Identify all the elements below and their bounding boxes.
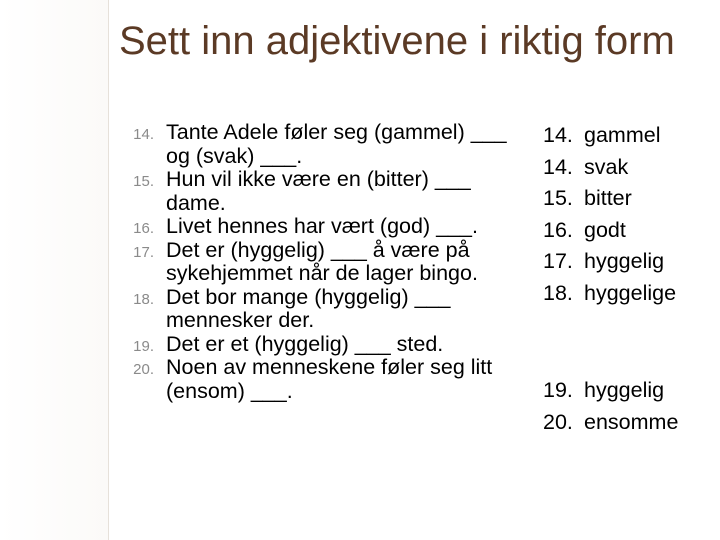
answer-number: 18. [543, 280, 573, 305]
answer-item [543, 120, 718, 152]
answer-number: 19. [543, 378, 573, 402]
answer-item [543, 246, 718, 278]
answer-text: godt [584, 217, 626, 242]
exercise-item [0, 121, 516, 168]
exercise-number: 20. [133, 361, 154, 378]
answer-item [543, 215, 718, 247]
answer-text: ensomme [584, 409, 679, 434]
answer-number: 17. [543, 249, 573, 273]
exercise-text: Det bor mange (hyggelig) ___ mennesker der. [166, 284, 451, 332]
exercise-item [0, 239, 516, 286]
answer-list-2 [543, 375, 718, 438]
exercise-number: 16. [133, 220, 154, 237]
exercise-number: 19. [133, 337, 154, 355]
answer-number: 15. [543, 186, 573, 210]
exercise-text: Hun vil ikke være en (bitter) ___ dame. [166, 167, 471, 215]
answer-list-1 [543, 120, 718, 309]
exercise-item [0, 215, 516, 239]
answer-item [543, 375, 718, 407]
answer-number: 14. [543, 123, 573, 147]
answer-number: 16. [543, 217, 573, 242]
exercise-item [0, 356, 516, 403]
exercise-text: Det er (hyggelig) ___ å være på sykehjemmet når de lager bingo. [166, 237, 478, 285]
exercise-item [0, 286, 516, 333]
answer-number: 14. [543, 154, 573, 179]
answer-item [543, 278, 718, 310]
answer-item [543, 407, 718, 439]
exercise-item [0, 168, 516, 215]
exercise-text: Det er et (hyggelig) ___ sted. [166, 331, 444, 356]
answer-item [543, 152, 718, 184]
answer-item [543, 183, 718, 215]
answer-text: gammel [584, 123, 661, 147]
exercise-number: 15. [133, 173, 154, 190]
exercise-text: Tante Adele føler seg (gammel) ___ og (svak) ___. [166, 120, 507, 168]
exercise-number: 14. [133, 126, 154, 143]
exercise-list [0, 121, 520, 403]
slide-title: Sett inn adjektivene i riktig form [119, 19, 675, 63]
exercise-text: Livet hennes har vært (god) ___. [166, 214, 478, 238]
answer-text: bitter [584, 186, 632, 210]
answer-number: 20. [543, 409, 573, 434]
exercise-number: 18. [133, 290, 154, 308]
answer-text: svak [584, 154, 629, 179]
exercise-item [0, 333, 516, 357]
answer-text: hyggelig [584, 378, 665, 402]
answer-text: hyggelige [584, 280, 677, 305]
exercise-text: Noen av menneskene føler seg litt (ensom) ___. [166, 355, 493, 403]
answer-text: hyggelig [584, 249, 665, 273]
exercise-number: 17. [133, 243, 154, 261]
